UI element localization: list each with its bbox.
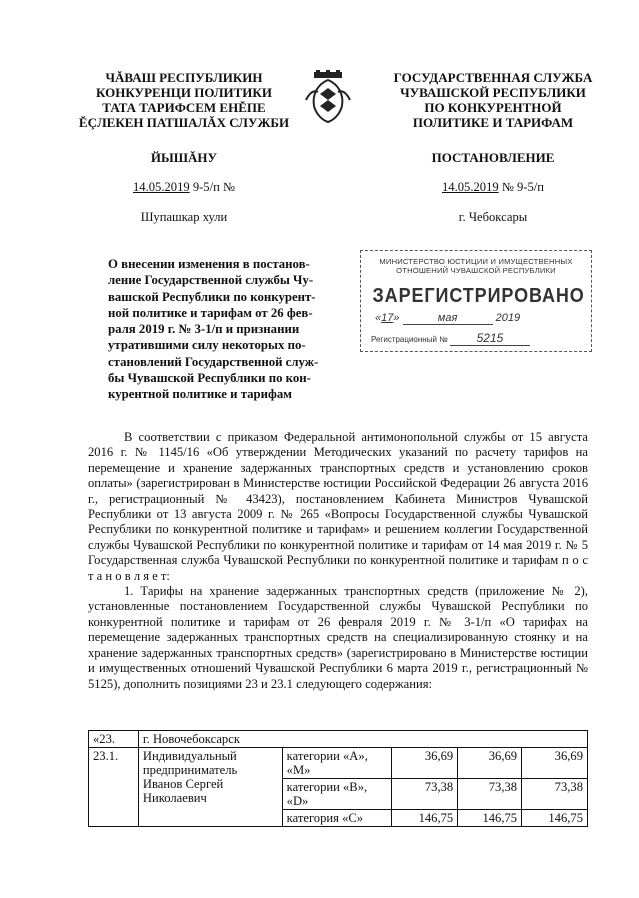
stamp-reg-label: Регистрационный № xyxy=(371,335,448,344)
stamp-ministry-line1: МИНИСТЕРСТВО ЮСТИЦИИ И ИМУЩЕСТВЕННЫХ xyxy=(379,257,573,266)
preamble-text: В соответствии с приказом Федеральной антимонопольной службы от 15 августа 2016 г. № 1145/16 «Об утверждении Методических указаний по расчету тарифов на перемещение и хранение задержанных транспортных средств и установлению сроков оплаты» (зарегистрирован в Министерстве юстиции Российской Федерации 26 августа 2016 г., регистрационный № 43423), постановлением Кабинета Министров Чувашской Республики от 13 августа 2009 г. № 265 «Вопросы Государственной службы Чувашской Республики по конкурентной политике и тарифам» и решением коллегии Государственной службы Чувашской Республики по конкурентной политике и тарифам от 14 мая 2019 г. № 5 Государственная служба Чувашской Республики по конкурентной политике и тарифам xyxy=(88,430,588,568)
value-cell: 146,75 xyxy=(522,810,588,827)
category-cell: категории «B», «D» xyxy=(282,779,392,810)
stamp-date-month: мая xyxy=(403,312,493,325)
value-cell: 36,69 xyxy=(522,748,588,779)
right-org-line: ПОЛИТИКЕ И ТАРИФАМ xyxy=(412,115,574,130)
right-date: 14.05.2019 xyxy=(441,180,499,194)
table-row xyxy=(89,748,588,779)
left-org-line: ТАТА ТАРИФСЕМ ЕНĔПЕ xyxy=(102,100,266,115)
title-line: курентной политике и тарифам xyxy=(108,387,293,402)
title-line: раля 2019 г. № 3-1/п и признании xyxy=(108,322,300,337)
paragraph-item-1: 1. Тарифы на хранение задержанных транспортных средств (приложение № 2), установленные постановлением Государственной службы Чувашской Республики по конкурентной политике и тарифам от 26 февраля 2019 г. № 3-1/п «О тарифах на перемещение задержанных транспортных средств на специализированную стоянку и на хранение задержанных транспортных средств» (зарегистрировано в Министерстве юстиции и имущественных отношений Чувашской Республики 6 марта 2019 г., регистрационный № 5125), дополнить позициями 23 и 23.1 следующего содержания: xyxy=(88,584,588,691)
category-cell: категории «A», «M» xyxy=(282,748,392,779)
category-cell: категория «C» xyxy=(282,810,392,827)
value-cell: 36,69 xyxy=(458,748,522,779)
left-org-line: КОНКУРЕНЦИ ПОЛИТИКИ xyxy=(96,85,272,100)
title-line: ной политике и тарифам от 26 фев- xyxy=(108,305,313,320)
left-doc-type: ЙЫШĂНУ xyxy=(150,150,218,165)
row-number: 23.1. xyxy=(89,748,139,827)
row-number: «23. xyxy=(89,731,139,748)
chuvash-emblem-icon xyxy=(300,70,356,126)
document-body xyxy=(88,430,588,692)
right-org-line: ПО КОНКУРЕНТНОЙ xyxy=(424,100,562,115)
left-number: 9-5/п № xyxy=(192,180,236,194)
stamp-reg-row xyxy=(361,331,591,346)
right-date-line xyxy=(380,180,606,195)
value-cell: 73,38 xyxy=(522,779,588,810)
paragraph-preamble xyxy=(88,430,588,584)
left-city: Шупашкар хули xyxy=(140,210,228,224)
title-line: ление Государственной службы Чу- xyxy=(108,273,314,288)
title-line: вашской Республики по конкурент- xyxy=(108,289,316,304)
stamp-reg-number: 5215 xyxy=(450,331,530,346)
title-line: бы Чувашской Республики по кон- xyxy=(108,371,311,386)
value-cell: 73,38 xyxy=(458,779,522,810)
decree-word: п о с т а н о в л я е т: xyxy=(88,553,588,583)
document-title xyxy=(108,256,340,403)
value-cell: 146,75 xyxy=(392,810,458,827)
stamp-date-row: «17» мая 2019 xyxy=(375,312,521,324)
registration-stamp xyxy=(360,250,592,352)
right-org-line: ГОСУДАРСТВЕННАЯ СЛУЖБА xyxy=(393,70,593,85)
right-city: г. Чебоксары xyxy=(458,210,528,224)
header-right-org xyxy=(380,70,606,130)
owner-cell: Индивидуальный предприниматель Иванов Сергей Николаевич xyxy=(138,748,282,827)
right-number: № 9-5/п xyxy=(501,180,545,194)
left-org-line: ĔÇЛЕКЕН ПАТШАЛĂХ СЛУЖБИ xyxy=(78,115,290,130)
title-line: утратившими силу некоторых по- xyxy=(108,338,306,353)
left-date-line xyxy=(60,180,308,195)
city-cell: г. Новочебоксарск xyxy=(138,731,587,748)
header-left-org xyxy=(60,70,308,130)
title-line: становлений Государственной служ- xyxy=(108,354,319,369)
value-cell: 73,38 xyxy=(392,779,458,810)
stamp-date-day: 17 xyxy=(381,312,394,324)
right-doc-type: ПОСТАНОВЛЕНИЕ xyxy=(431,150,555,165)
value-cell: 36,69 xyxy=(392,748,458,779)
stamp-ministry-line2: ОТНОШЕНИЙ ЧУВАШСКОЙ РЕСПУБЛИКИ xyxy=(396,266,556,275)
left-org-line: ЧĂВАШ РЕСПУБЛИКИН xyxy=(105,70,263,85)
title-line: О внесении изменения в постанов- xyxy=(108,257,310,271)
value-cell: 146,75 xyxy=(458,810,522,827)
table-row xyxy=(89,731,588,748)
stamp-registered: ЗАРЕГИСТРИРОВАНО xyxy=(372,285,585,307)
left-date: 14.05.2019 xyxy=(132,180,190,194)
right-org-line: ЧУВАШСКОЙ РЕСПУБЛИКИ xyxy=(400,85,586,100)
stamp-date-year: 2019 xyxy=(495,312,521,324)
rates-table xyxy=(88,730,588,827)
